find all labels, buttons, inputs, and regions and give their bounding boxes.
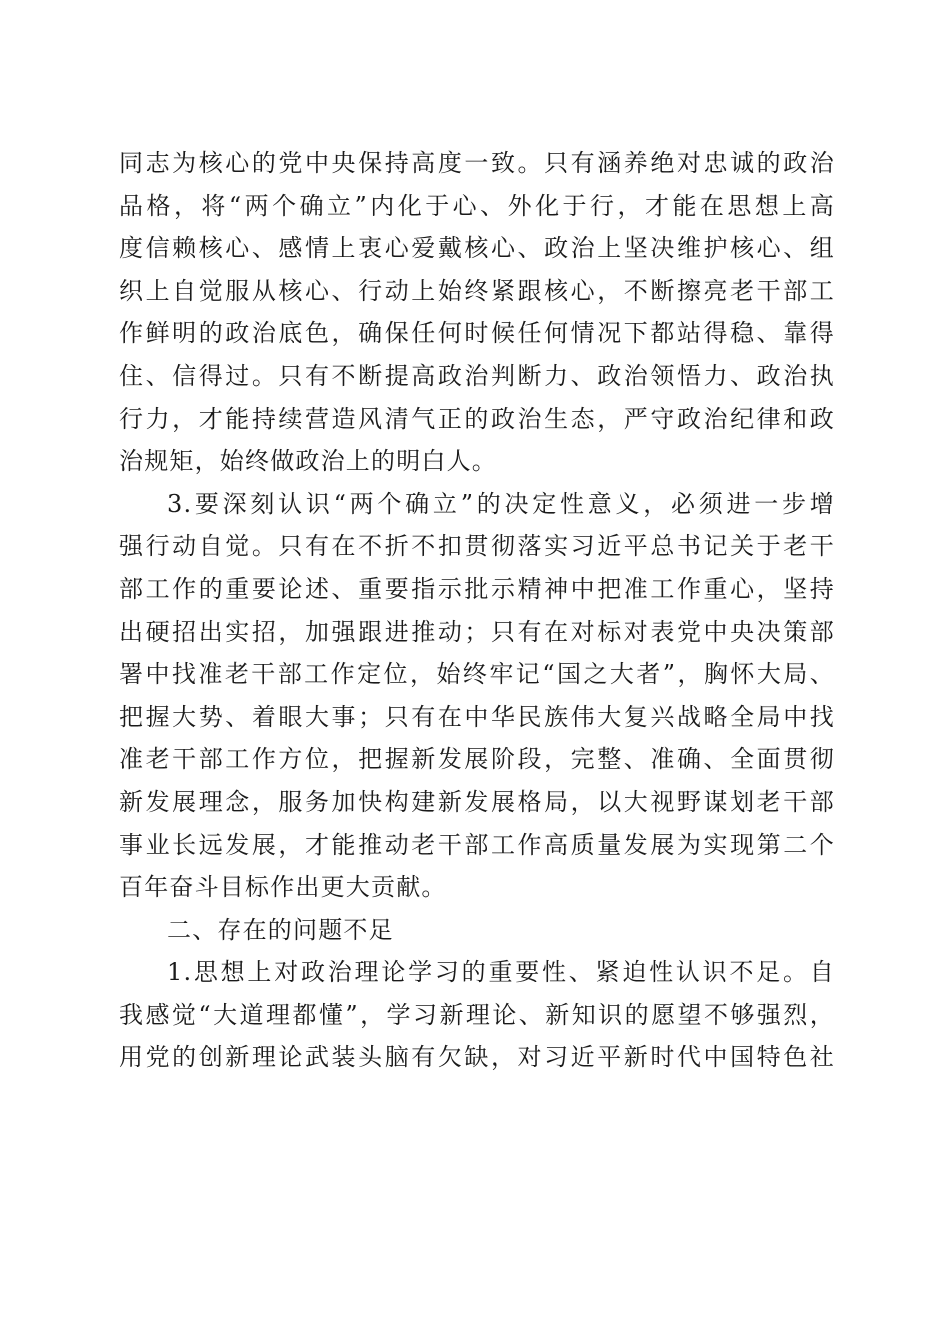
document-body	[119, 142, 835, 1079]
text-line: 3.要深刻认识“两个确立”的决定性意义，必须进一步增	[167, 489, 835, 518]
paragraph-continuation	[119, 142, 835, 483]
text-line: 度信赖核心、感情上衷心爱戴核心、政治上坚决维护核心、组	[119, 234, 835, 263]
paragraph-point-3	[119, 483, 835, 909]
paragraph-problem-1	[119, 951, 835, 1079]
text-line: 部工作的重要论述、重要指示批示精神中把准工作重心，坚持	[119, 574, 835, 603]
text-line: 把握大势、着眼大事；只有在中华民族伟大复兴战略全局中找	[119, 702, 835, 731]
text-line: 行力，才能持续营造风清气正的政治生态，严守政治纪律和政	[119, 404, 835, 433]
text-line: 准老干部工作方位，把握新发展阶段，完整、准确、全面贯彻	[119, 745, 835, 774]
text-line: 出硬招出实招，加强跟进推动；只有在对标对表党中央决策部	[119, 617, 835, 646]
text-line: 我感觉“大道理都懂”，学习新理论、新知识的愿望不够强烈，	[119, 1000, 835, 1029]
text-line: 署中找准老干部工作定位，始终牢记“国之大者”，胸怀大局、	[119, 660, 835, 689]
text-line: 织上自觉服从核心、行动上始终紧跟核心，不断擦亮老干部工	[119, 276, 835, 305]
text-line: 百年奋斗目标作出更大贡献。	[119, 873, 447, 902]
text-line: 用党的创新理论武装头脑有欠缺，对习近平新时代中国特色社	[119, 1043, 835, 1072]
text-line: 强行动自觉。只有在不折不扣贯彻落实习近平总书记关于老干	[119, 532, 835, 561]
text-line: 1.思想上对政治理论学习的重要性、紧迫性认识不足。自	[167, 958, 835, 987]
section-heading: 二、存在的问题不足	[167, 915, 394, 944]
text-line: 同志为核心的党中央保持高度一致。只有涵养绝对忠诚的政治	[119, 149, 835, 177]
text-line: 事业长远发展，才能推动老干部工作高质量发展为实现第二个	[119, 830, 835, 859]
text-line: 住、信得过。只有不断提高政治判断力、政治领悟力、政治执	[119, 361, 835, 390]
text-line: 治规矩，始终做政治上的明白人。	[119, 447, 497, 476]
text-line: 品格，将“两个确立”内化于心、外化于行，才能在思想上高	[119, 191, 835, 220]
text-line: 作鲜明的政治底色，确保任何时候任何情况下都站得稳、靠得	[119, 319, 835, 348]
text-line: 新发展理念，服务加快构建新发展格局，以大视野谋划老干部	[119, 787, 835, 816]
